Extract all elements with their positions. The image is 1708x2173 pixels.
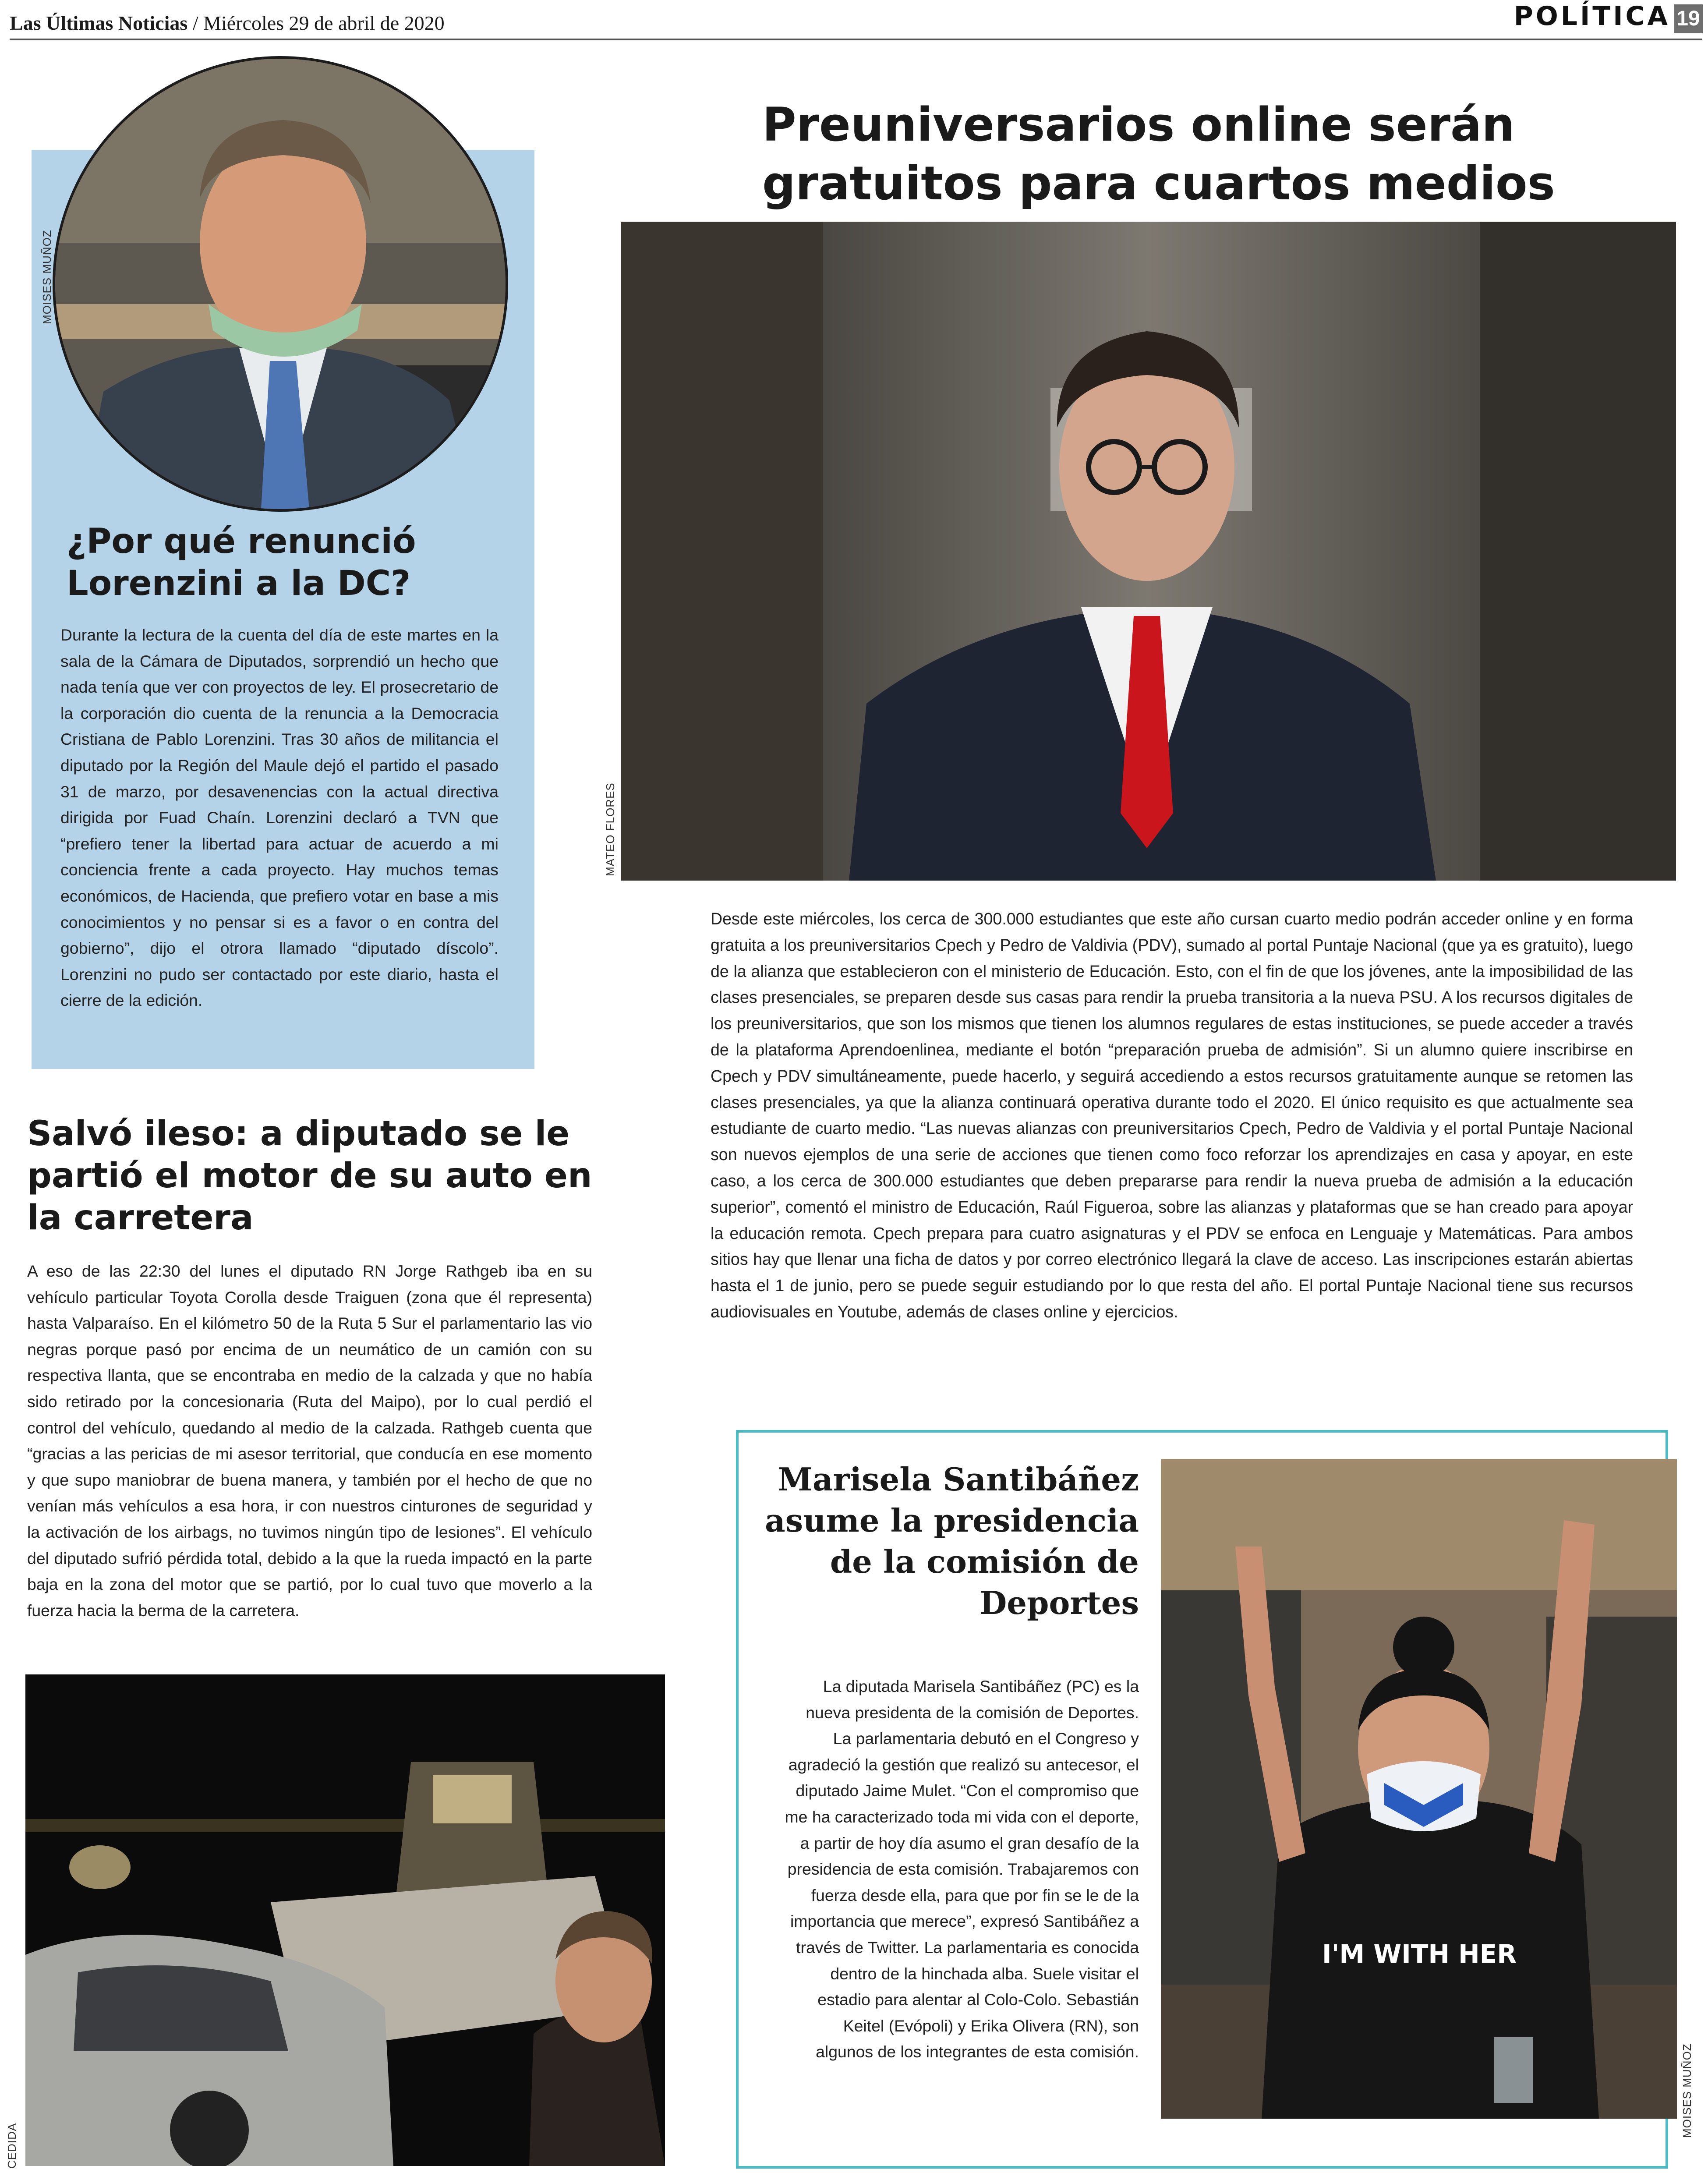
sidebar-body: Durante la lectura de la cuenta del día de este martes en la sala de la Cámara de Diputados, sorprendió un hecho que nada tenía que ver con proyectos de ley. El prosecretario de la corporación dio cuenta de la renuncia a la Democracia Cristiana de Pablo Lorenzini. Tras 30 años de militancia el diputado por la Región del Maule dejó el partido el pasado 31 de marzo, por desavenencias con la actual directiva dirigida por Fuad Chaín. Lorenzini declaró a TVN que “prefiero tener la libertad para actuar de acuerdo a mi conciencia frente a cada proyecto. Hay muchos temas económicos, de Hacienda, que prefiero votar en base a mis conocimientos y no pensar si es a favor o en contra del gobierno”, dijo el otrora llamado “diputado díscolo”. Lorenzini no pudo ser contactado por este diario, hasta el cierre de la edición. <box>60 626 499 1010</box>
santibanez-photo-illustration <box>1161 1459 1677 2119</box>
minister-photo <box>621 222 1676 881</box>
santibanez-photo-credit: MOISES MUÑOZ <box>1680 2043 1694 2138</box>
sidebar-photo-credit: MOISES MUÑOZ <box>40 230 53 324</box>
header-rule <box>10 39 1702 40</box>
sidebar-headline: ¿Por qué renunció Lorenzini a la DC? <box>67 522 416 603</box>
crash-headline: Salvó ileso: a diputado se le partió el motor de su auto en la carretera <box>27 1114 592 1238</box>
main-headline <box>762 96 1682 213</box>
crash-photo <box>25 1674 665 2166</box>
masthead <box>10 11 445 35</box>
santibanez-headline: Marisela Santibáñez asume la presidencia de la comisión de Deportes <box>765 1461 1139 1621</box>
main-photo-credit: MATEO FLORES <box>604 782 617 876</box>
crash-photo-illustration <box>25 1674 665 2166</box>
main-body: Desde este miércoles, los cerca de 300.000 estudiantes que este año cursan cuarto medio podrán acceder online y en forma gratuita a los preuniversitarios Cpech y Pedro de Valdivia (PDV), sumado al portal Puntaje Nacional (que ya es gratuito), luego de la alianza que establecieron con el ministerio de Educación. Esto, con el fin de que los jóvenes, ante la imposibilidad de las clases presenciales, se preparen desde sus casas para rendir la prueba transitoria a la nueva PSU. A los recursos digitales de los preuniversitarios, que son los mismos que tienen los alumnos regulares de estas instituciones, se puede acceder a través de la plataforma Aprendoenlinea, mediante el botón “preparación prueba de admisión”. Si un alumno quiere inscribirse en Cpech y PDV simultáneamente, puede hacerlo, y seguirá accediendo a estos recursos gratuitamente aunque se retomen las clases presenciales, ya que la alianza continuará operativa durante todo el 2020. El único requisito es que actualmente sea estudiante de cuarto medio. “Las nuevas alianzas con preuniversitarios Cpech, Pedro de Valdivia y el portal Puntaje Nacional son nuevos ejemplos de una serie de acciones que tienen como foco reforzar los aprendizajes en casa y apoyar, en este caso, a los cerca de 300.000 estudiantes que deben prepararse para rendir la nueva prueba de admisión a la educación superior”, comentó el ministro de Educación, Raúl Figueroa, sobre las alianzas y plataformas que se han creado para apoyar la educación remota. Cpech prepara para cuatro asignaturas y el PDV se enfoca en Lenguaje y Matemáticas. Para ambos sitios hay que llenar una ficha de datos y por correo electrónico llegará la clave de acceso. Las inscripciones estarán abiertas hasta el 1 de junio, pero se puede seguir estudiando por lo que resta del año. El portal Puntaje Nacional tiene sus recursos audiovisuales en Youtube, además de clases online y ejercicios. <box>711 910 1633 1321</box>
page-number: 19 <box>1674 4 1703 33</box>
minister-photo-illustration <box>621 222 1676 881</box>
santibanez-photo <box>1161 1459 1677 2119</box>
crash-body: A eso de las 22:30 del lunes el diputado RN Jorge Rathgeb iba en su vehículo particular Toyota Corolla desde Traiguen (zona que él representa) hasta Valparaíso. En el kilómetro 50 de la Ruta 5 Sur el parlamentario las vio negras porque pasó por encima de un neumático de un camión con su respectiva llanta, que se encontraba en medio de la calzada y que no había sido retirado por la concesionaria (Ruta del Maipo), por lo cual perdió el control del vehículo, quedando al medio de la calzada. Rathgeb cuenta que “gracias a las pericias de mi asesor territorial, que conducía en ese momento y que supo maniobrar de buena manera, y también por el hecho de que no venían más vehículos a esa hora, ir con nuestros cinturones de seguridad y la activación de los airbags, no tuvimos ningún tipo de lesiones”. El vehículo del diputado sufrió pérdida total, debido a la que la rueda impactó en la parte baja en la zona del motor que se partió, por lo cual tuvo que moverlo a la fuerza hacia la berma de la carretera. <box>27 1262 592 1620</box>
main-headline-line2: gratuitos para cuartos medios <box>762 156 1555 210</box>
lorenzini-portrait-illustration <box>55 59 506 509</box>
shirt-text: I'M WITH HER <box>1322 1939 1517 1969</box>
santibanez-body: La diputada Marisela Santibáñez (PC) es la nueva presidenta de la comisión de Deportes. La parlamentaria debutó en el Congreso y agradeció la gestión que realizó su antecesor, el diputado Jaime Mulet. “Con el compromiso que me ha caracterizado toda mi vida con el deporte, a partir de hoy día asumo el gran desafío de la presidencia de esta comisión. Trabajaremos con fuerza desde ella, para que por fin se le de la importancia que merece”, expresó Santibáñez a través de Twitter. La parlamentaria es conocida dentro de la hinchada alba. Suele visitar el estadio para alentar al Colo-Colo. Sebastián Keitel (Evópoli) y Erika Olivera (RN), son algunos de los integrantes de esta comisión. <box>785 1677 1139 2061</box>
paper-name: Las Últimas Noticias <box>10 12 188 34</box>
main-headline-line1: Preuniversarios online serán <box>762 98 1515 152</box>
section-name: POLÍTICA <box>1514 1 1670 32</box>
lorenzini-portrait <box>53 56 508 512</box>
issue-date: / Miércoles 29 de abril de 2020 <box>187 12 445 34</box>
crash-photo-credit: CEDIDA <box>5 2123 18 2169</box>
